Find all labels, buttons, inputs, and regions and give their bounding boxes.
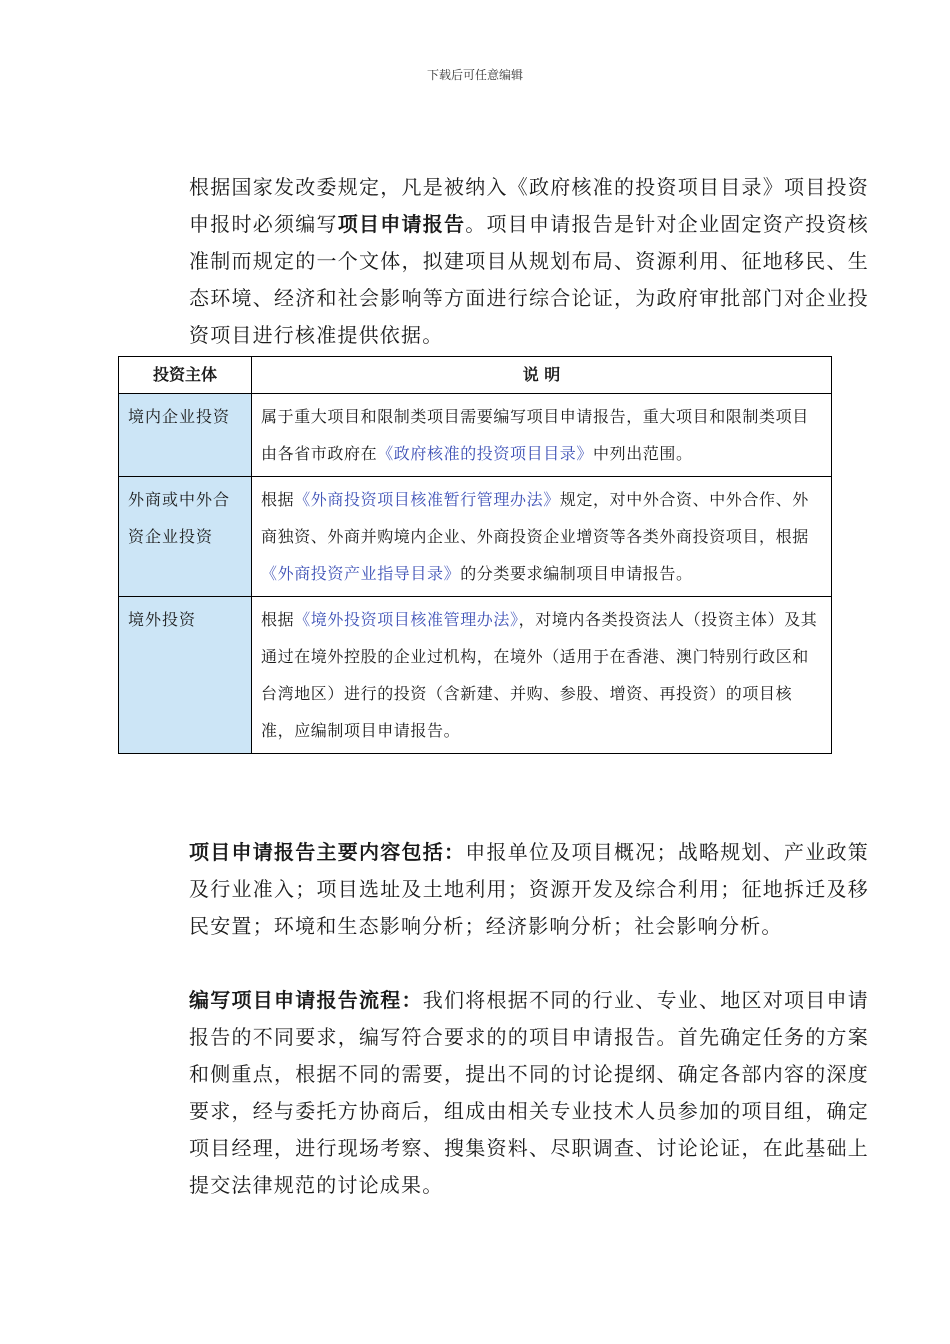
table-row (119, 394, 832, 477)
table-row (119, 597, 832, 754)
table-header-row (119, 357, 832, 394)
description-text: 根据 (261, 610, 295, 629)
intro-bold-term: 项目申请报告 (337, 212, 466, 236)
page-header: 下载后可任意编辑 (426, 68, 523, 82)
description-cell (252, 394, 832, 477)
description-text: 的分类要求编制项目申请报告。 (460, 564, 693, 583)
catalog-link[interactable]: 《外商投资产业指导目录》 (261, 564, 461, 583)
subject-cell: 境内企业投资 (119, 394, 252, 477)
column-header-description: 说 明 (252, 357, 832, 394)
column-header-subject: 投资主体 (119, 357, 252, 394)
contents-paragraph (145, 834, 869, 945)
intro-text-2: 。项目申请报告是针对企业固定资产投资核准制而规定的一个文体，拟建项目从规划布局、资源利用、征地移民、生态环境、经济和社会影响等方面进行综合论证，为政府审批部门对企业投资项目进行核准提供依据。 (189, 212, 869, 347)
process-paragraph (145, 982, 869, 1204)
intro-paragraph (145, 169, 869, 354)
description-text: 属于重大项目和限制类项目需要编写项目申请报告，重大项目和限制类项目 由各省市政府在 (261, 407, 809, 463)
description-cell (252, 477, 832, 597)
subject-cell: 境外投资 (119, 597, 252, 754)
subject-cell: 外商或中外合资企业投资 (119, 477, 252, 597)
description-text: ，对境内各类投资法人（投资主体）及其通过在境外控股的企业过机构，在境外（适用于在香港、澳门特别行政区和台湾地区）进行的投资（含新建、并购、参股、增资、再投资）的项目核准，应编制项目申请报告。 (261, 610, 818, 740)
contents-heading: 项目申请报告主要内容包括： (189, 840, 466, 864)
intro-text-1: 根据国家发改委规定，凡是被纳入《政府核准的投资项目目录》项目投资申报时必须编写 (189, 175, 869, 236)
description-text: 规定，对中外合资、中外合作、外商独资、外商并购境内企业、外商投资企业增资等各类外商投资项目，根据 (261, 490, 809, 546)
table-row (119, 477, 832, 597)
description-cell (252, 597, 832, 754)
process-heading: 编写项目申请报告流程： (189, 988, 423, 1012)
description-text: 根据 (261, 490, 295, 509)
contents-text: 申报单位及项目概况；战略规划、产业政策及行业准入；项目选址及土地利用；资源开发及综合利用；征地拆迁及移民安置；环境和生态影响分析；经济影响分析；社会影响分析。 (189, 840, 869, 938)
regulation-link[interactable]: 《外商投资项目核准暂行管理办法》 (294, 490, 560, 509)
regulation-link[interactable]: 《政府核准的投资项目目录》 (377, 444, 594, 463)
regulation-link[interactable]: 《境外投资项目核准管理办法》 (294, 610, 519, 629)
process-text: 我们将根据不同的行业、专业、地区对项目申请报告的不同要求，编写符合要求的的项目申请报告。首先确定任务的方案和侧重点，根据不同的需要，提出不同的讨论提纲、确定各部内容的深度要求，经与委托方协商后，组成由相关专业技术人员参加的项目组，确定项目经理，进行现场考察、搜集资料、尽职调查、讨论论证，在此基础上提交法律规范的讨论成果。 (189, 988, 869, 1197)
description-text: 中列出范围。 (593, 444, 693, 463)
investment-table (118, 356, 832, 754)
